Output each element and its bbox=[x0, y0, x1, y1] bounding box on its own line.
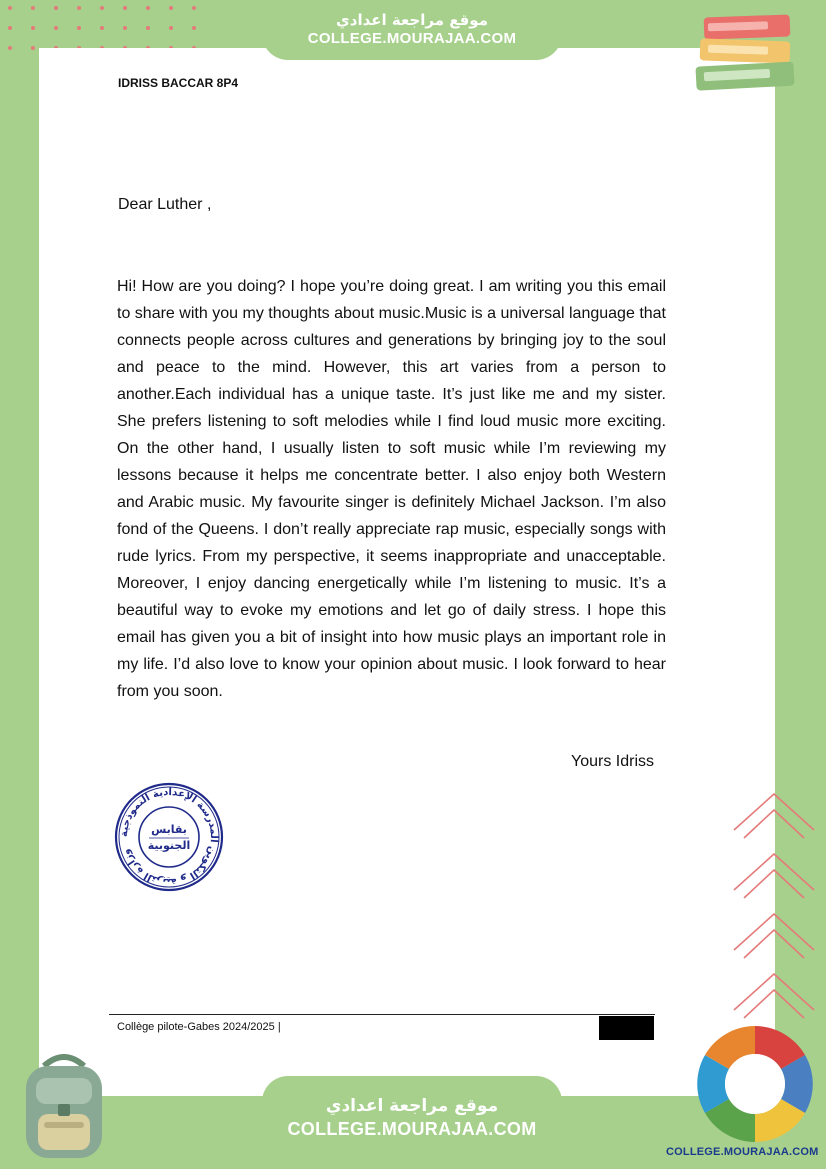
decoration-dot bbox=[192, 26, 196, 30]
letter-body: Hi! How are you doing? I hope you’re doing great. I am writing you this email to share with you my thoughts about music.Music is a universal language that connects people across cultures and generations by bringing joy to the soul and peace to the mind. However, this art varies from a person to another.Each individual has a unique taste. It’s just like me and my sister. She prefers listening to soft melodies while I find loud music more exciting. On the other hand, I usually listen to soft music while I’m reviewing my lessons because it helps me concentrate better. I also enjoy both Western and Arabic music. My favourite singer is definitely Michael Jackson. I’m also fond of the Queens. I don’t really appreciate rap music, especially songs with rude lyrics. From my perspective, it seems inappropriate and unacceptable. Moreover, I enjoy dancing energetically while I’m listening to music. It’s a beautiful way to evoke my emotions and let go of daily stress. I hope this email has given you a bit of insight into how music plays an important role in my life. I’d also love to know your opinion about music. I look forward to hear from you soon. bbox=[117, 278, 666, 700]
watermark-url-bottom: COLLEGE.MOURAJAA.COM bbox=[287, 1119, 537, 1139]
decoration-dot bbox=[31, 6, 35, 10]
decoration-dot bbox=[100, 6, 104, 10]
watermark-arabic-title: موقع مراجعة اعدادي bbox=[336, 11, 488, 29]
logo-url-text: COLLEGE.MOURAJAA.COM bbox=[666, 1146, 819, 1158]
letter-signature: Yours Idriss bbox=[571, 753, 654, 770]
watermark-url: COLLEGE.MOURAJAA.COM bbox=[307, 30, 517, 47]
decoration-dot bbox=[8, 26, 12, 30]
watermark-banner-top bbox=[262, 4, 562, 60]
decoration-dot bbox=[123, 6, 127, 10]
backpack-icon bbox=[14, 1052, 114, 1162]
decoration-dot bbox=[123, 26, 127, 30]
footer-divider bbox=[109, 1014, 655, 1015]
decoration-dot bbox=[169, 26, 173, 30]
chevron-up-decoration-icon bbox=[730, 790, 818, 1030]
decoration-dot bbox=[146, 26, 150, 30]
decoration-dot bbox=[192, 6, 196, 10]
watermark-banner-bottom bbox=[262, 1076, 562, 1156]
decoration-dot bbox=[31, 26, 35, 30]
decoration-dot bbox=[54, 26, 58, 30]
decoration-dot bbox=[77, 26, 81, 30]
letter-page bbox=[39, 48, 775, 1096]
decoration-dot bbox=[8, 6, 12, 10]
stamp-center-line2: الجنوبية bbox=[147, 839, 191, 852]
decoration-dot bbox=[8, 46, 12, 50]
letter-salutation: Dear Luther , bbox=[118, 196, 212, 213]
student-name-header: IDRISS BACCAR 8P4 bbox=[118, 76, 239, 90]
decoration-dot bbox=[77, 6, 81, 10]
redaction-box bbox=[599, 1016, 654, 1040]
books-stack-icon bbox=[692, 12, 802, 96]
decoration-dot bbox=[54, 6, 58, 10]
college-logo-wheel-icon bbox=[694, 1024, 816, 1144]
decoration-dot bbox=[146, 6, 150, 10]
decoration-dot bbox=[100, 26, 104, 30]
footer-school-year: Collège pilote-Gabes 2024/2025 | bbox=[117, 1021, 281, 1033]
decoration-dot bbox=[31, 46, 35, 50]
stamp-center-line1: بقابس bbox=[151, 823, 187, 836]
school-stamp bbox=[113, 781, 225, 893]
stamp-ring-text: وزارة التربية و التكوين المدرسة الإعدادية النموذجية bbox=[118, 786, 220, 888]
watermark-arabic-title-bottom: موقع مراجعة اعدادي bbox=[325, 1096, 499, 1116]
decoration-dot bbox=[169, 6, 173, 10]
